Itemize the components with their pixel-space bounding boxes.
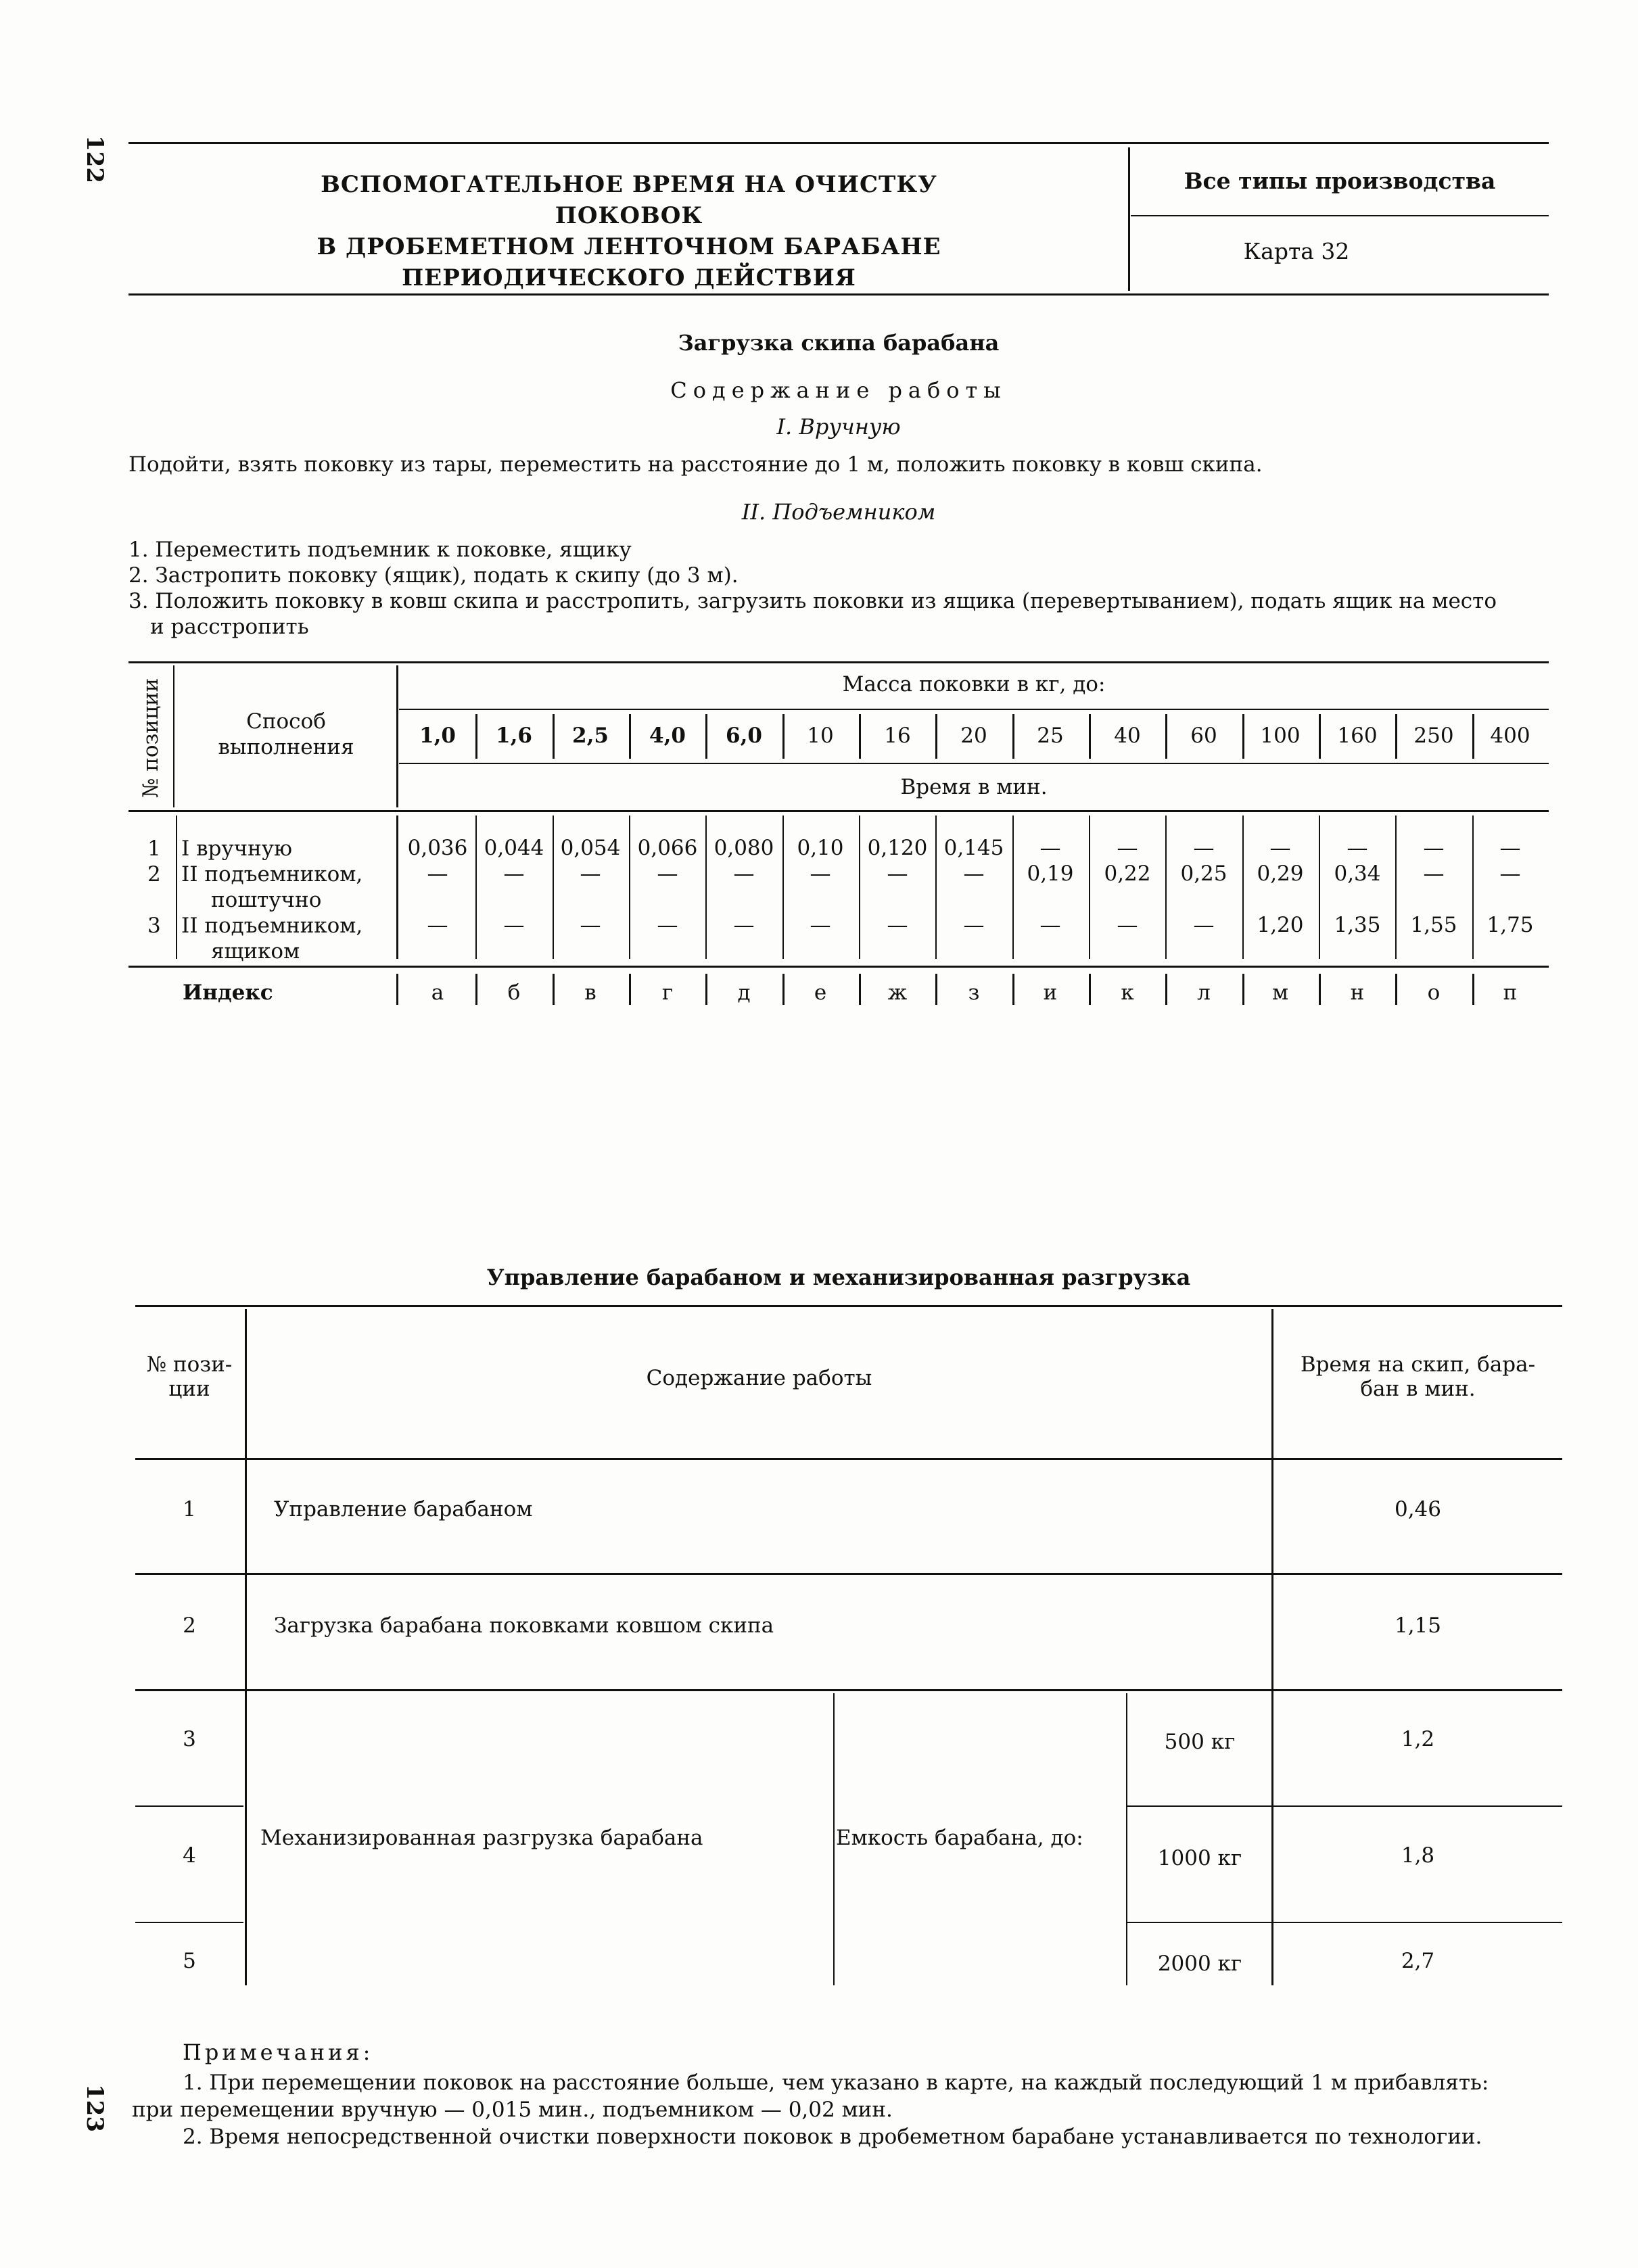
index-cell: г <box>661 981 674 1005</box>
row3-cell: — <box>733 913 755 937</box>
row2-cell: — <box>1499 861 1521 886</box>
mass-column-header: 16 <box>884 724 911 748</box>
section1-title: Загрузка скипа барабана <box>678 330 1000 356</box>
index-cell: а <box>431 981 444 1005</box>
position-2: 2 <box>147 862 161 887</box>
row2-cell: 0,19 <box>1027 861 1074 886</box>
methods: I вручную II подъемником, поштучно II подъемником, ящиком <box>181 836 363 964</box>
row1-cell: — <box>1499 836 1521 860</box>
table2-row1-time: 0,46 <box>1394 1497 1442 1521</box>
row3-cell: — <box>427 913 448 937</box>
lift-step: 3. Положить поковку в ковш скипа и расстропить, загрузить поковки из ящика (перевертыванием), подать ящик на место <box>128 589 1497 613</box>
index-cell: б <box>507 981 521 1005</box>
note-line: 1. При перемещении поковок на расстояние больше, чем указано в карте, на каждый последующий 1 м прибавлять: <box>183 2071 1489 2095</box>
table2-row2-text: Загрузка барабана поковками ковшом скипа <box>274 1613 774 1638</box>
mass-column-header: 25 <box>1037 724 1064 748</box>
index-cell: д <box>737 981 751 1005</box>
mass-column-header: 1,0 <box>419 724 456 748</box>
note-line: 2. Время непосредственной очистки поверхности поковок в дробеметном барабане устанавливается по технологии. <box>183 2125 1482 2149</box>
row3-cell: 1,20 <box>1257 913 1304 937</box>
table2-content-header: Содержание работы <box>646 1366 872 1390</box>
index-cell: м <box>1271 981 1289 1005</box>
row1-cell: 0,054 <box>560 836 621 860</box>
mass-header: Масса поковки в кг, до: <box>842 672 1106 696</box>
card-number: Карта 32 <box>1243 238 1350 264</box>
index-cell: е <box>814 981 827 1005</box>
row1-cell: — <box>1347 836 1368 860</box>
row3-cell: — <box>810 913 831 937</box>
mass-column-header: 6,0 <box>726 724 762 748</box>
production-type: Все типы производства <box>1184 168 1496 194</box>
row3-cell: — <box>887 913 908 937</box>
mass-column-header: 4,0 <box>649 724 686 748</box>
mass-column-header: 60 <box>1190 724 1217 748</box>
index-cell: л <box>1197 981 1211 1005</box>
row3-cell: 1,55 <box>1410 913 1457 937</box>
index-cell: и <box>1043 981 1058 1005</box>
row3-cell: — <box>1039 913 1061 937</box>
mass-column-header: 2,5 <box>572 724 609 748</box>
index-cell: н <box>1350 981 1365 1005</box>
lift-step: 1. Переместить подъемник к поковке, ящику <box>128 538 632 562</box>
table2-row1-text: Управление барабаном <box>274 1497 533 1521</box>
mass-column-header: 20 <box>960 724 987 748</box>
row2-cell: — <box>580 861 601 886</box>
mass-column-header: 400 <box>1490 724 1530 748</box>
position-1: 1 <box>147 836 161 861</box>
method-lift-piece: II подъемником, <box>181 862 363 887</box>
position-3: 3 <box>147 914 161 938</box>
row2-cell: — <box>887 861 908 886</box>
row2-cell: — <box>657 861 678 886</box>
row1-cell: — <box>1269 836 1291 860</box>
manual-text: Подойти, взять поковку из тары, переместить на расстояние до 1 м, положить поковку в ковш скипа. <box>128 452 1263 477</box>
row3-cell: 1,35 <box>1334 913 1381 937</box>
row1-cell: 0,044 <box>484 836 544 860</box>
page-title: ВСПОМОГАТЕЛЬНОЕ ВРЕМЯ НА ОЧИСТКУ ПОКОВОК В ДРОБЕМЕТНОМ ЛЕНТОЧНОМ БАРАБАНЕ ПЕРИОДИЧЕСКОГО ДЕЙСТВИЯ <box>317 171 941 291</box>
row2-cell: — <box>733 861 755 886</box>
section2-title: Управление барабаном и механизированная разгрузка <box>486 1265 1191 1290</box>
method-manual: I вручную <box>181 836 293 861</box>
row1-cell: 0,120 <box>867 836 928 860</box>
table2-row3-capacity: 500 кг <box>1164 1730 1236 1754</box>
lift-step: 2. Застропить поковку (ящик), подать к скипу (до 3 м). <box>128 563 739 588</box>
method-lift-box: II подъемником, <box>181 914 363 938</box>
index-cell: з <box>968 981 980 1005</box>
table2-row3-time: 1,2 <box>1401 1727 1435 1751</box>
index-cell: ж <box>887 981 908 1005</box>
index-label: Индекс <box>183 981 273 1005</box>
lift-step: и расстропить <box>150 615 309 639</box>
row3-cell: — <box>1117 913 1138 937</box>
row3-cell: — <box>580 913 601 937</box>
row2-cell: — <box>427 861 448 886</box>
table2-row4-position: 4 <box>183 1843 196 1868</box>
row1-cell: 0,080 <box>713 836 774 860</box>
row3-cell: — <box>657 913 678 937</box>
row1-cell: — <box>1117 836 1138 860</box>
row2-cell: — <box>963 861 985 886</box>
table2-time-header: Время на скип, бара- бан в мин. <box>1300 1352 1536 1401</box>
position-numbers <box>147 836 161 939</box>
row2-cell: — <box>503 861 525 886</box>
row2-cell: 0,29 <box>1257 861 1304 886</box>
note-line: при перемещении вручную — 0,015 мин., подъемником — 0,02 мин. <box>132 2098 893 2122</box>
content-heading: Содержание работы <box>670 377 1007 403</box>
row2-cell: 0,22 <box>1104 861 1151 886</box>
row1-cell: 0,10 <box>797 836 844 860</box>
table2-position-header: № пози- ции <box>146 1352 233 1401</box>
capacity-label: Емкость барабана, до: <box>836 1826 1083 1850</box>
table2-row4-capacity: 1000 кг <box>1157 1846 1242 1870</box>
row3-cell: — <box>963 913 985 937</box>
row1-cell: 0,145 <box>943 836 1004 860</box>
time-header: Время в мин. <box>900 775 1048 799</box>
mass-column-header: 100 <box>1260 724 1301 748</box>
row3-cell: — <box>503 913 525 937</box>
manual-heading: I. Вручную <box>776 414 901 440</box>
table2-row2-time: 1,15 <box>1394 1613 1442 1638</box>
table2-row5-position: 5 <box>183 1949 196 1973</box>
row1-cell: 0,066 <box>637 836 698 860</box>
row2-cell: 0,25 <box>1180 861 1227 886</box>
row2-cell: — <box>1423 861 1445 886</box>
position-column-header: № позиции <box>139 678 163 798</box>
mass-column-header: 40 <box>1114 724 1141 748</box>
page-number-top: 122 <box>81 135 108 183</box>
table2-row2-position: 2 <box>183 1613 196 1638</box>
index-cell: в <box>584 981 596 1005</box>
table2-row3-position: 3 <box>183 1727 196 1751</box>
row3-cell: — <box>1193 913 1215 937</box>
notes <box>132 2069 1566 2150</box>
table2-row5-capacity: 2000 кг <box>1157 1952 1242 1976</box>
unload-text: Механизированная разгрузка барабана <box>260 1826 703 1850</box>
row1-cell: — <box>1039 836 1061 860</box>
notes-heading: Примечания: <box>183 2039 374 2065</box>
lift-heading: II. Подъемником <box>741 499 936 525</box>
table2-row5-time: 2,7 <box>1401 1949 1435 1973</box>
index-cell: о <box>1427 981 1441 1005</box>
lift-steps <box>128 537 1562 640</box>
row1-cell: — <box>1423 836 1445 860</box>
index-cell: к <box>1121 981 1134 1005</box>
page-number-bottom: 123 <box>81 2084 108 2132</box>
row1-cell: 0,036 <box>407 836 468 860</box>
mass-column-header: 1,6 <box>496 724 532 748</box>
table2-row1-position: 1 <box>183 1497 196 1521</box>
table2-row4-time: 1,8 <box>1401 1843 1435 1868</box>
index-cell: п <box>1503 981 1518 1005</box>
row3-cell: 1,75 <box>1487 913 1534 937</box>
mass-column-header: 250 <box>1413 724 1454 748</box>
row2-cell: 0,34 <box>1334 861 1381 886</box>
method-column-header: Способ выполнения <box>218 709 354 759</box>
row2-cell: — <box>810 861 831 886</box>
row1-cell: — <box>1193 836 1215 860</box>
mass-column-header: 10 <box>807 724 834 748</box>
mass-column-header: 160 <box>1337 724 1378 748</box>
